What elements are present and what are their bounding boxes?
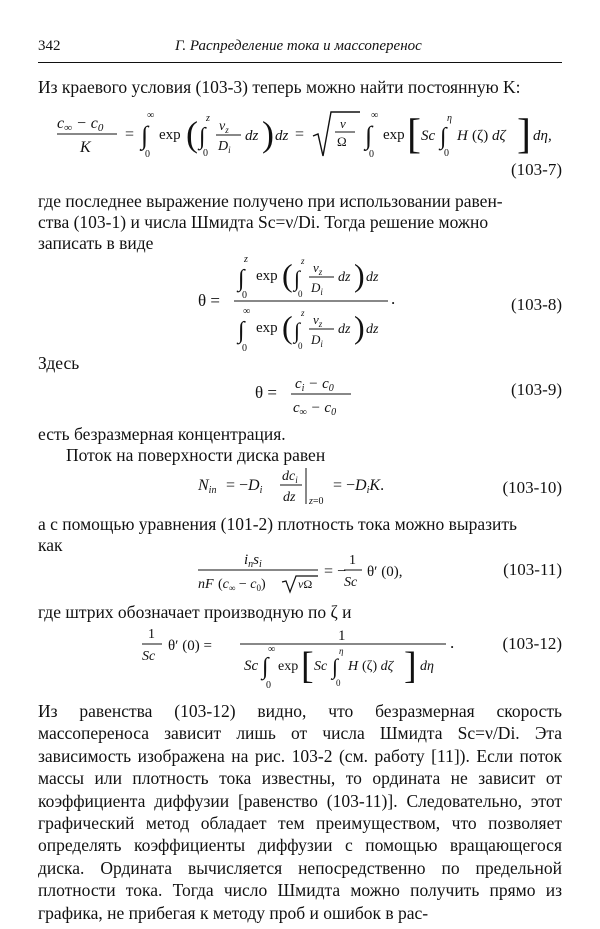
- formula-103-8: [198, 252, 418, 362]
- svg-text:.: .: [450, 633, 455, 652]
- paragraph-6-line-2: как: [38, 535, 63, 555]
- svg-text:1: 1: [349, 553, 356, 568]
- svg-text:dz: dz: [338, 270, 351, 285]
- svg-text:vz: $v_z$: [219, 119, 229, 135]
- formula-103-9: [255, 372, 365, 422]
- svg-text:exp: exp: [383, 127, 405, 143]
- svg-text:exp: exp: [159, 127, 181, 143]
- formula-103-11: [196, 548, 426, 600]
- svg-text:z: z: [206, 113, 210, 124]
- svg-text:Nin: Nin: [198, 477, 217, 496]
- svg-text:z: z: [301, 308, 305, 318]
- svg-text:z=0: z=0: [309, 496, 324, 507]
- svg-text:ν: ν: [340, 116, 346, 131]
- svg-text:Sc: Sc: [421, 128, 436, 144]
- paragraph-2-line-2: ства (103-1) и числа Шмидта Sc=ν/Di. Тогда решение можно: [38, 212, 489, 232]
- svg-text:∫: ∫: [262, 654, 269, 680]
- svg-text:): ): [262, 114, 274, 154]
- svg-text:0: 0: [298, 289, 303, 299]
- svg-text:θ′ (0) =: θ′ (0) =: [168, 638, 212, 654]
- running-header-title: Г. Распределение тока и массоперенос: [175, 38, 422, 54]
- svg-text:(: (: [282, 309, 293, 345]
- svg-text:νΩ: νΩ: [298, 577, 313, 591]
- equation-number-103-11: (103-11): [503, 560, 562, 579]
- svg-text:∞: ∞: [243, 306, 251, 317]
- svg-text:0: 0: [242, 343, 247, 354]
- svg-text:θ =: θ =: [198, 291, 220, 310]
- svg-text:∫: ∫: [332, 654, 339, 679]
- equation-number-103-8: (103-8): [511, 295, 562, 314]
- svg-text:(c∞ − c0): $(c_\infty - c_0)$: [218, 577, 266, 593]
- svg-text:exp: exp: [256, 268, 278, 284]
- svg-text:dz: dz: [338, 322, 351, 337]
- svg-text:): ): [354, 257, 365, 293]
- svg-text:(ζ) dζ: (ζ) dζ: [472, 128, 506, 144]
- equation-number-103-10: (103-10): [502, 478, 562, 497]
- svg-text:0: 0: [145, 149, 150, 160]
- svg-text:∫: ∫: [440, 124, 447, 150]
- svg-text:z: z: [301, 256, 305, 266]
- svg-text:dz: dz: [366, 322, 379, 337]
- formula-103-12: [140, 622, 470, 692]
- svg-text:(ζ) dζ: (ζ) dζ: [362, 659, 394, 674]
- svg-text:z: z: [244, 254, 248, 265]
- svg-text:= −DiK.: = −DiK.: [333, 477, 385, 496]
- equation-number-103-7: (103-7): [511, 160, 562, 179]
- svg-text:∞: ∞: [371, 110, 379, 121]
- svg-text:∫: ∫: [199, 124, 206, 150]
- svg-text:∫: ∫: [294, 318, 301, 343]
- svg-text:dz: dz: [245, 128, 259, 144]
- page-number: 342: [38, 38, 61, 54]
- svg-text:nF: nF: [198, 577, 214, 592]
- svg-text:K: K: [80, 139, 91, 156]
- svg-text:vz: $v_z$: [313, 260, 323, 277]
- paragraph-2-line-1: где последнее выражение получено при использовании равен-: [38, 191, 503, 211]
- svg-text:0: 0: [266, 680, 271, 691]
- svg-text:∫: ∫: [365, 121, 373, 150]
- svg-text:∫: ∫: [238, 318, 245, 344]
- svg-text:[: [: [301, 645, 314, 687]
- svg-text:0: 0: [444, 148, 449, 159]
- svg-text:H: H: [348, 659, 359, 674]
- svg-text:Ω: Ω: [337, 134, 347, 149]
- equation-number-103-9: (103-9): [511, 380, 562, 399]
- svg-text:.: .: [391, 289, 396, 308]
- svg-text:Sc: Sc: [244, 658, 259, 674]
- svg-text:θ′ (0),: θ′ (0),: [367, 564, 403, 580]
- svg-text:1: 1: [338, 628, 346, 644]
- svg-text:insi: $i_ns_i$: [244, 552, 262, 570]
- svg-text:∞: ∞: [268, 644, 276, 655]
- svg-text:c∞ − c0: c∞ − c0: [57, 115, 104, 134]
- svg-text:Sc: Sc: [142, 649, 156, 664]
- svg-text:Sc: Sc: [314, 659, 328, 674]
- svg-text:0: 0: [242, 290, 247, 301]
- svg-text:= −Di: = −Di: [226, 477, 263, 496]
- svg-text:=: =: [295, 126, 305, 143]
- svg-text:dη,: dη,: [533, 128, 552, 144]
- svg-text:]: ]: [517, 112, 531, 158]
- svg-text:1: 1: [148, 627, 155, 642]
- svg-text:exp: exp: [278, 659, 299, 674]
- formula-103-7: [55, 104, 555, 174]
- svg-text:Sc: Sc: [344, 575, 358, 590]
- svg-text:θ =: θ =: [255, 383, 277, 402]
- svg-text:H: H: [457, 128, 468, 144]
- svg-text:∞: ∞: [147, 110, 155, 121]
- svg-text:dη: dη: [420, 659, 434, 674]
- svg-text:]: ]: [404, 645, 417, 687]
- svg-text:∫: ∫: [238, 266, 245, 292]
- svg-text:dz: dz: [366, 270, 379, 285]
- svg-text:dci: $dc_i$: [282, 469, 298, 485]
- svg-text:dz: dz: [283, 490, 296, 505]
- svg-text:η: η: [447, 113, 452, 124]
- equation-number-103-12: (103-12): [502, 634, 562, 653]
- svg-text:Di: $D_i$: [218, 139, 231, 155]
- svg-text:[: [: [407, 112, 421, 158]
- svg-text:ci − c0: $c_i - c_0$: [295, 376, 334, 394]
- svg-text:∫: ∫: [294, 266, 301, 291]
- svg-text:(: (: [282, 257, 293, 293]
- paragraph-final: Из равенства (103-12) видно, что безразмерная скорость массопереноса зависит лишь от числа Шмидта Sc=ν/Di. Эта зависимость изображена на рис. 103-2 (см. работу [11]). Если поток массы или плотность тока известны, то ордината не зависит от коэффициента диффузии [равенство (103-11)]. Следовательно, этот графический метод обладает тем преимуществом, что позволяет определять коэффициенты диффузии с помощью вращающегося диска. Ордината вычисляется непосредственно по предельной плотности тока. Тогда число Шмидта можно получить прямо из графика, не прибегая к методу проб и ошибок в рас-: [38, 701, 562, 923]
- svg-text:c∞ − c0: $c_\infty - c_0$: [293, 400, 337, 418]
- paragraph-prime: где штрих обозначает производную по ζ и: [38, 602, 352, 622]
- svg-text:=: =: [125, 126, 135, 143]
- paragraph-6-line-1: а с помощью уравнения (101-2) плотность тока можно выразить: [38, 514, 518, 534]
- svg-text:0: 0: [298, 341, 303, 351]
- svg-text:0: 0: [203, 148, 208, 159]
- svg-text:= −: = −: [324, 563, 347, 580]
- paragraph-2-line-3: записать в виде: [38, 233, 154, 253]
- paragraph-intro: Из краевого условия (103-3) теперь можно найти постоянную K:: [38, 77, 521, 97]
- svg-text:): ): [354, 309, 365, 345]
- svg-text:∫: ∫: [141, 121, 149, 150]
- svg-text:Di: $D_i$: [311, 332, 323, 349]
- paragraph-flux: Поток на поверхности диска равен: [66, 445, 326, 465]
- svg-text:exp: exp: [256, 320, 278, 336]
- svg-text:η: η: [339, 646, 344, 656]
- svg-text:0: 0: [336, 678, 341, 688]
- header-rule: [38, 62, 562, 63]
- paragraph-zdes: Здесь: [38, 353, 80, 373]
- formula-103-10: [198, 464, 418, 512]
- svg-text:Di: $D_i$: [311, 280, 323, 297]
- svg-text:vz: $v_z$: [313, 312, 323, 329]
- svg-text:dz: dz: [275, 128, 289, 144]
- paragraph-dimensionless: есть безразмерная концентрация.: [38, 424, 286, 444]
- svg-text:(: (: [186, 114, 198, 154]
- svg-text:0: 0: [369, 149, 374, 160]
